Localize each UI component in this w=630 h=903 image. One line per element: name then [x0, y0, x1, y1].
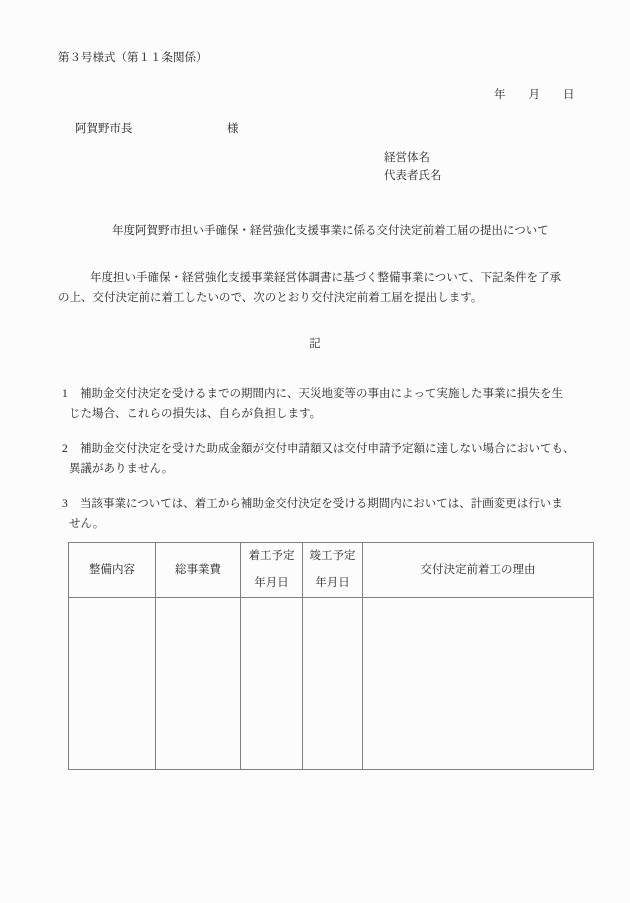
intro-paragraph — [58, 268, 578, 308]
table-header-row — [69, 543, 594, 598]
condition-1-line-2: じた場合、これらの損失は、自らが負担します。 — [69, 408, 322, 420]
table-header-content: 整備内容 — [69, 543, 156, 598]
condition-item-3 — [58, 494, 598, 534]
table-header-completion-date-line-1: 竣工予定 — [309, 550, 356, 562]
form-number: 第３号様式（第１１条関係） — [58, 52, 208, 64]
schedule-table — [68, 542, 594, 770]
ki-marker: 記 — [309, 338, 321, 350]
sender-rep-label: 代表者氏名 — [384, 170, 442, 182]
table-cell-completion-date-empty — [303, 598, 363, 770]
table-header-start-date-line-1: 着工予定 — [248, 550, 295, 562]
document-title: 年度阿賀野市担い手確保・経営強化支援事業に係る交付決定前着工届の提出について — [112, 225, 549, 237]
sender-org-label: 経営体名 — [384, 152, 430, 164]
table-header-start-date — [241, 543, 303, 598]
addressee-honorific: 様 — [227, 123, 239, 135]
condition-item-2 — [58, 439, 598, 479]
intro-line-1: 年度担い手確保・経営強化支援事業経営体調書に基づく整備事業について、下記条件を了承 — [90, 272, 562, 284]
condition-1-number: 1 — [62, 388, 68, 400]
table-cell-content-empty — [69, 598, 156, 770]
table-header-completion-date-line-2: 年月日 — [315, 577, 350, 589]
condition-3-line-1: 当該事業については、着工から補助金交付決定を受ける期間内においては、計画変更は行いま — [80, 498, 563, 510]
table-cell-start-date-empty — [241, 598, 303, 770]
table-cell-reason-empty — [363, 598, 594, 770]
condition-2-line-1: 補助金交付決定を受けた助成金額が交付申請額又は交付申請予定額に達しない場合においても、 — [80, 443, 575, 455]
table-cell-total-cost-empty — [156, 598, 241, 770]
condition-1-line-1: 補助金交付決定を受けるまでの期間内に、天災地変等の事由によって実施した事業に損失を生 — [80, 388, 563, 400]
addressee-name: 阿賀野市長 — [75, 123, 133, 135]
table-header-total-cost: 総事業費 — [156, 543, 241, 598]
condition-2-line-2: 異議がありません。 — [69, 463, 174, 475]
sender-block — [384, 149, 442, 185]
condition-3-line-2: せん。 — [69, 518, 105, 530]
condition-item-1 — [58, 384, 598, 424]
condition-3-number: 3 — [62, 498, 68, 510]
table-entry-row — [69, 598, 594, 770]
table-header-reason: 交付決定前着工の理由 — [363, 543, 594, 598]
condition-2-number: 2 — [62, 443, 68, 455]
date-placeholder: 年 月 日 — [494, 89, 575, 101]
table-header-start-date-line-2: 年月日 — [254, 577, 289, 589]
table-header-completion-date — [303, 543, 363, 598]
intro-line-2: の上、交付決定前に着工したいので、次のとおり交付決定前着工届を提出します。 — [58, 292, 483, 304]
